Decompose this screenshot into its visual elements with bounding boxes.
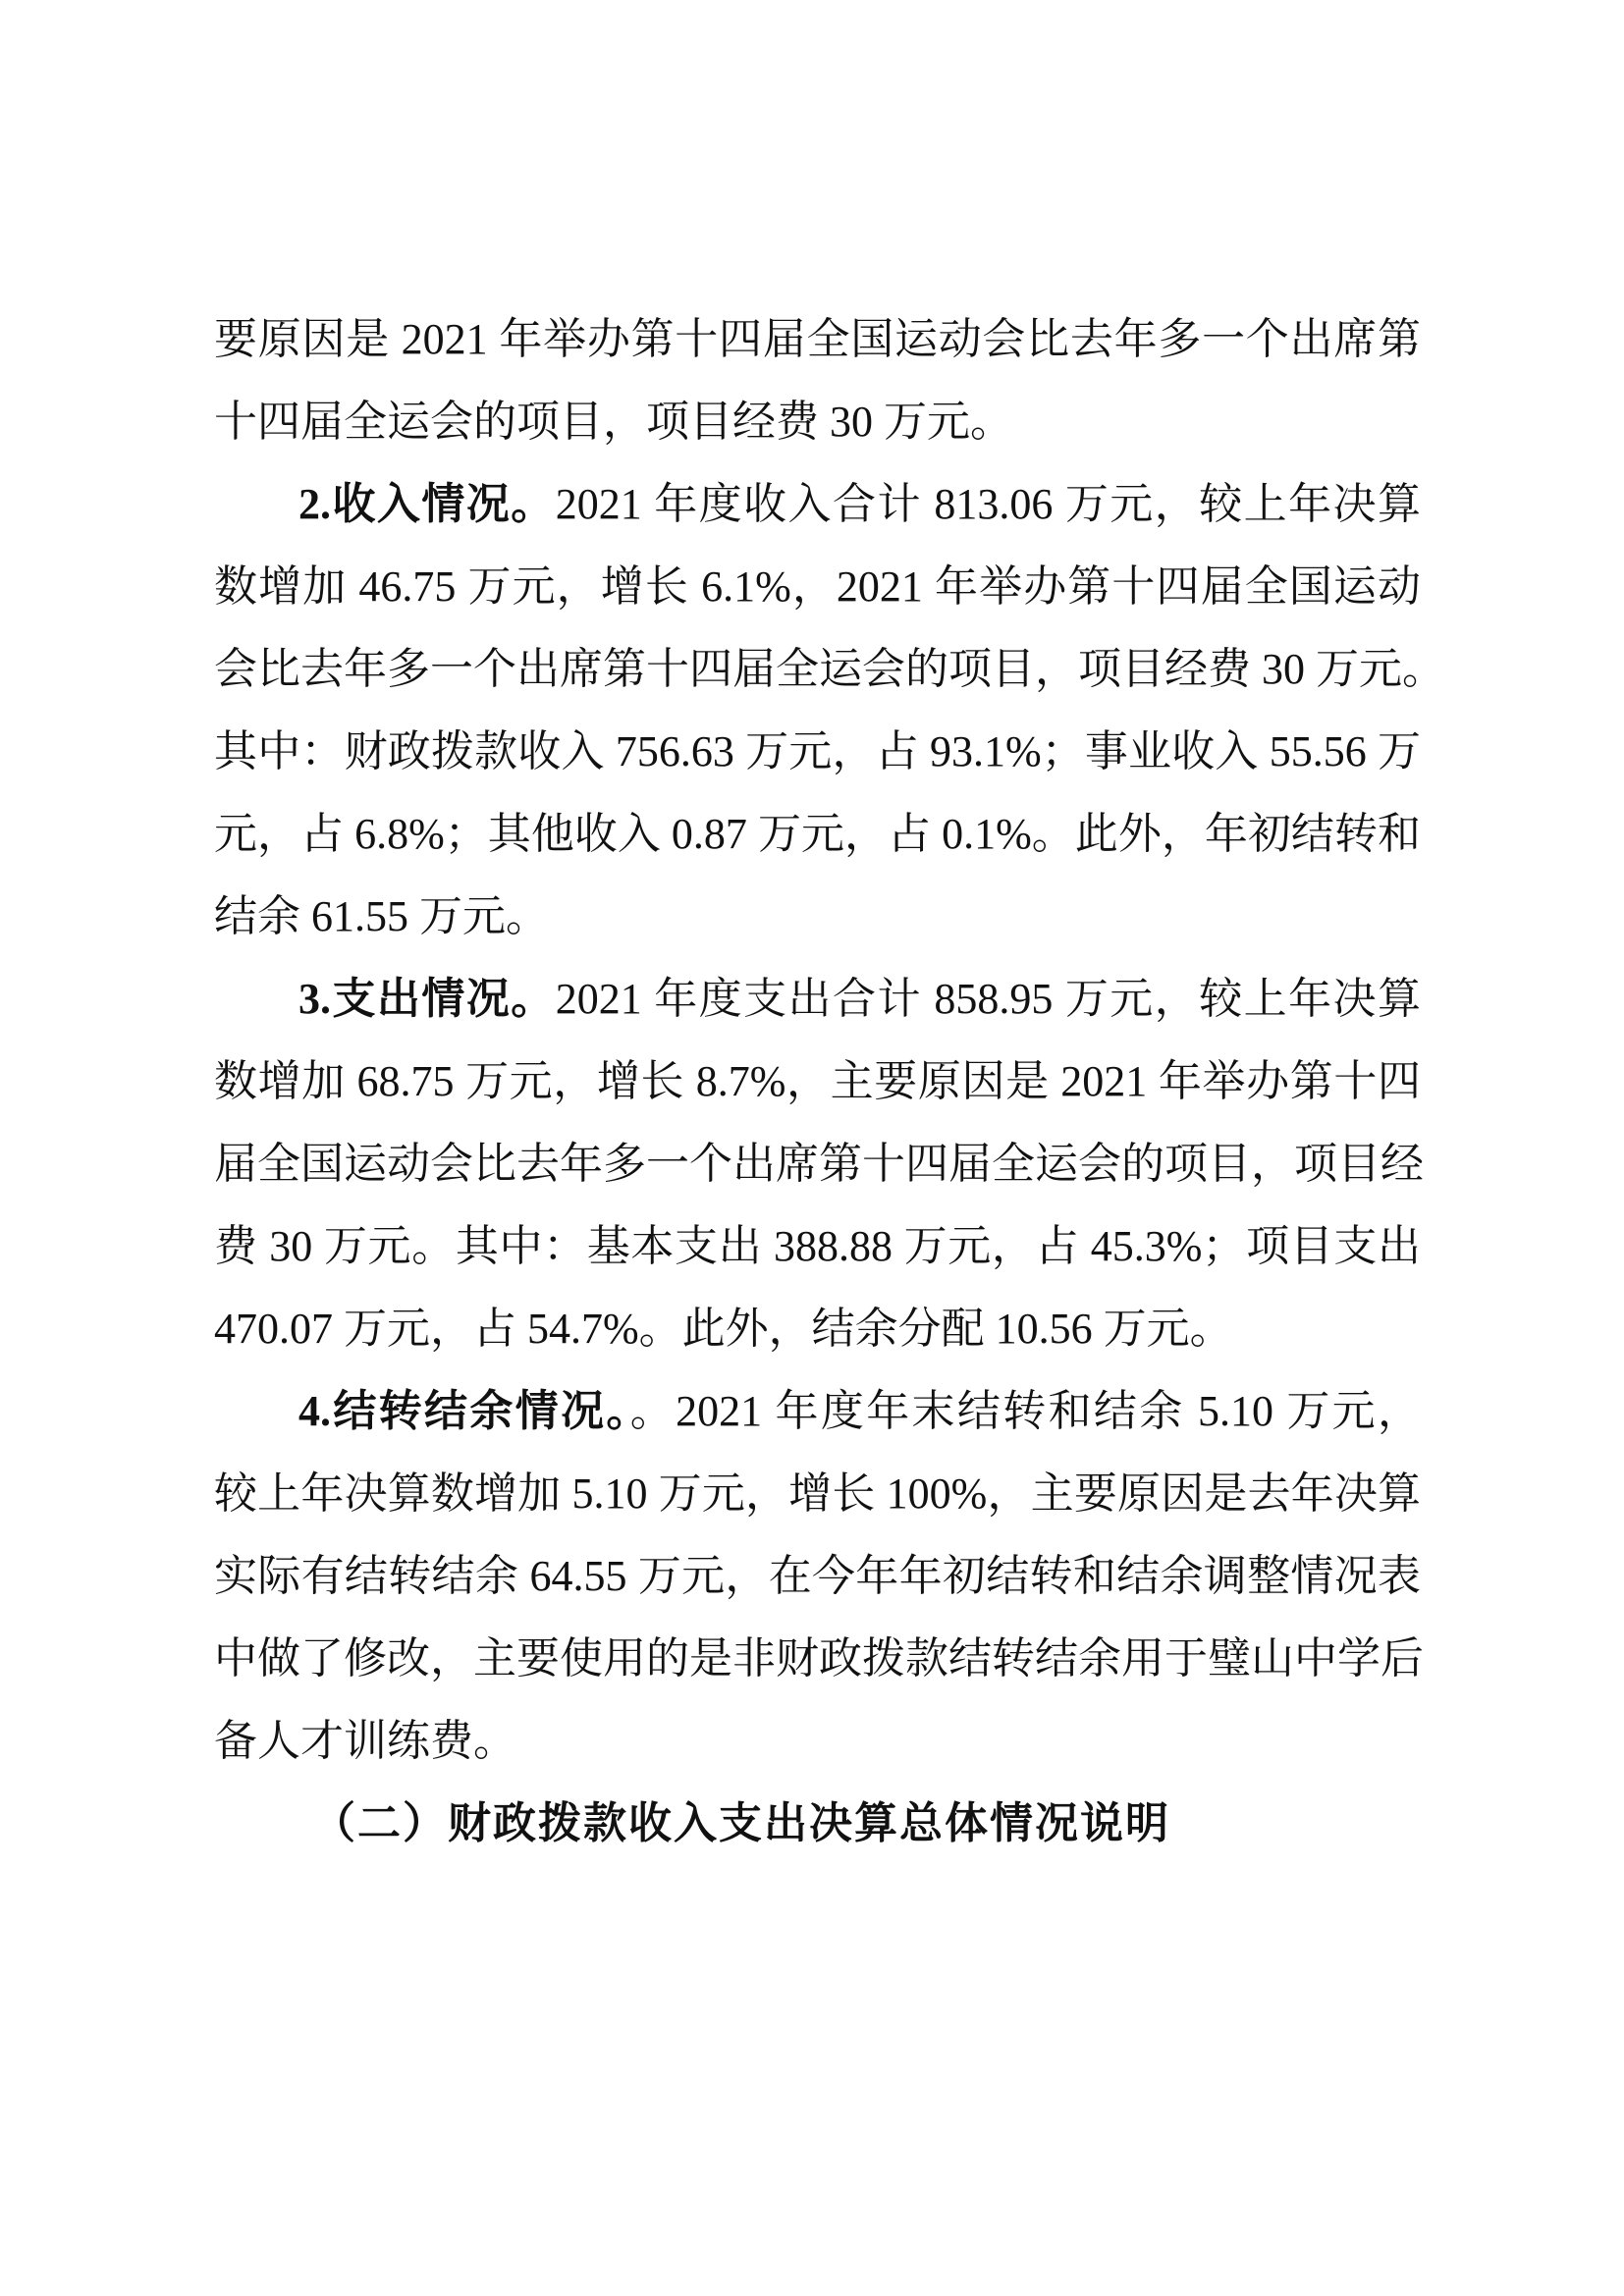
text-line bbox=[214, 642, 1445, 724]
line-text: 结余 61.55 万元。 bbox=[214, 892, 549, 940]
text-line bbox=[214, 1302, 1421, 1384]
text-line bbox=[214, 972, 1421, 1054]
line-text: 2021 年度支出合计 858.95 万元，较上年决算 bbox=[555, 975, 1422, 1023]
text-line bbox=[214, 560, 1421, 642]
line-text: 。2021 年度年末结转和结余 5.10 万元， bbox=[629, 1387, 1422, 1435]
text-line bbox=[214, 1631, 1424, 1714]
text-line bbox=[214, 395, 1421, 477]
text-line bbox=[214, 1054, 1421, 1137]
paragraph-0 bbox=[214, 312, 1421, 477]
text-line bbox=[214, 1219, 1421, 1302]
text-line bbox=[214, 477, 1421, 560]
paragraph-lead: 3.支出情况。 bbox=[298, 975, 556, 1023]
paragraph-lead: 4.结转结余情况。 bbox=[298, 1387, 630, 1435]
line-text: 费 30 万元。其中：基本支出 388.88 万元，占 45.3%；项目支出 bbox=[214, 1222, 1421, 1270]
line-text: 元，占 6.8%；其他收入 0.87 万元，占 0.1%。此外，年初结转和 bbox=[214, 810, 1421, 858]
paragraph-lead: 2.收入情况。 bbox=[298, 480, 556, 528]
paragraph-2 bbox=[214, 972, 1424, 1384]
line-text: 2021 年度收入合计 813.06 万元，较上年决算 bbox=[555, 480, 1422, 528]
line-text: 要原因是 2021 年举办第十四届全国运动会比去年多一个出席第 bbox=[214, 315, 1421, 363]
line-text: 其中：财政拨款收入 756.63 万元，占 93.1%；事业收入 55.56 万 bbox=[214, 727, 1421, 775]
line-text: 实际有结转结余 64.55 万元，在今年年初结转和结余调整情况表 bbox=[214, 1552, 1421, 1600]
text-line bbox=[214, 889, 1421, 972]
line-text: 十四届全运会的项目，项目经费 30 万元。 bbox=[214, 398, 1013, 446]
text-line bbox=[214, 724, 1421, 807]
text-line bbox=[214, 1137, 1424, 1219]
line-text: 中做了修改，主要使用的是非财政拨款结转结余用于璧山中学后 bbox=[214, 1634, 1424, 1682]
text-line bbox=[214, 1384, 1421, 1467]
line-text: 数增加 68.75 万元，增长 8.7%，主要原因是 2021 年举办第十四 bbox=[214, 1057, 1421, 1105]
line-text: 470.07 万元，占 54.7%。此外，结余分配 10.56 万元。 bbox=[214, 1305, 1233, 1353]
text-line bbox=[214, 807, 1421, 889]
text-line bbox=[214, 312, 1421, 395]
text-line bbox=[214, 1467, 1421, 1549]
text-line bbox=[214, 1714, 1421, 1796]
paragraph-3 bbox=[214, 1384, 1424, 1796]
line-text: 届全国运动会比去年多一个出席第十四届全运会的项目，项目经 bbox=[214, 1140, 1424, 1188]
text-line bbox=[214, 1549, 1421, 1631]
line-text: 备人才训练费。 bbox=[214, 1717, 516, 1765]
line-text: 较上年决算数增加 5.10 万元，增长 100%，主要原因是去年决算 bbox=[214, 1469, 1421, 1518]
paragraph-1 bbox=[214, 477, 1445, 972]
section-heading: （二）财政拨款收入支出决算总体情况说明 bbox=[312, 1799, 1170, 1847]
line-text: 数增加 46.75 万元，增长 6.1%，2021 年举办第十四届全国运动 bbox=[214, 562, 1421, 611]
document-body bbox=[214, 312, 1445, 1879]
line-text: 会比去年多一个出席第十四届全运会的项目，项目经费 30 万元。 bbox=[214, 645, 1445, 693]
